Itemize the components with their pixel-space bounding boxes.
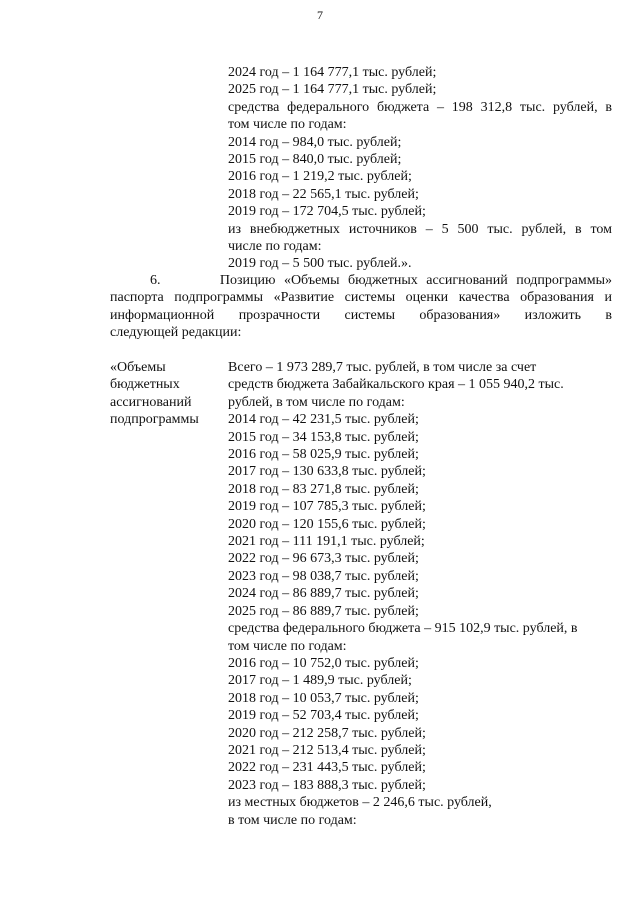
item-6-paragraph	[110, 272, 612, 342]
text-line: средства федерального бюджета – 198 312,8 тыс. рублей, в	[228, 99, 612, 115]
funding-volumes-block	[228, 359, 612, 829]
text-line: 2020 год – 212 258,7 тыс. рублей;	[228, 725, 426, 741]
text-line: из местных бюджетов – 2 246,6 тыс. рублей,	[228, 795, 492, 811]
text-line: в том числе по годам:	[228, 812, 357, 828]
text-line: 2024 год – 1 164 777,1 тыс. рублей;	[228, 65, 437, 80]
paragraph-line: паспорта подпрограммы «Развитие системы оценки качества образования и	[110, 290, 612, 306]
text-line: 2019 год – 172 704,5 тыс. рублей;	[228, 204, 426, 220]
text-line: 2023 год – 98 038,7 тыс. рублей;	[228, 568, 419, 584]
text-line: 2019 год – 5 500 тыс. рублей.».	[228, 256, 412, 272]
text-line: 2024 год – 86 889,7 тыс. рублей;	[228, 586, 419, 602]
text-line: 2019 год – 107 785,3 тыс. рублей;	[228, 499, 426, 515]
label-line: бюджетных	[110, 377, 180, 393]
text-line: 2025 год – 86 889,7 тыс. рублей;	[228, 603, 419, 619]
paragraph-line: следующей редакции:	[110, 325, 242, 341]
text-line: 2022 год – 231 443,5 тыс. рублей;	[228, 760, 426, 776]
text-line: том числе по годам:	[228, 117, 347, 133]
text-line: 2016 год – 1 219,2 тыс. рублей;	[228, 169, 412, 185]
text-line: 2021 год – 212 513,4 тыс. рублей;	[228, 742, 426, 758]
text-line: 2017 год – 130 633,8 тыс. рублей;	[228, 464, 426, 480]
label-line: ассигнований	[110, 394, 192, 410]
text-line: 2014 год – 984,0 тыс. рублей;	[228, 134, 402, 150]
text-line: 2018 год – 22 565,1 тыс. рублей;	[228, 186, 419, 202]
paragraph-line: информационной прозрачности системы образования» изложить в	[110, 307, 612, 323]
text-line: 2020 год – 120 155,6 тыс. рублей;	[228, 516, 426, 532]
text-line: средств бюджета Забайкальского края – 1 055 940,2 тыс.	[228, 377, 564, 393]
position-label	[110, 359, 222, 429]
funding-continuation-block	[228, 64, 612, 273]
text-line: средства федерального бюджета – 915 102,9 тыс. рублей, в	[228, 621, 578, 637]
text-line: 2016 год – 58 025,9 тыс. рублей;	[228, 447, 419, 463]
text-line: том числе по годам:	[228, 638, 347, 654]
text-line: 2023 год – 183 888,3 тыс. рублей;	[228, 777, 426, 793]
text-line: 2016 год – 10 752,0 тыс. рублей;	[228, 655, 419, 671]
text-line: Всего – 1 973 289,7 тыс. рублей, в том числе за счет	[228, 360, 537, 375]
text-line: числе по годам:	[228, 239, 322, 255]
paragraph-line: 6. Позицию «Объемы бюджетных ассигнований подпрограммы»	[150, 273, 612, 288]
text-line: 2019 год – 52 703,4 тыс. рублей;	[228, 708, 419, 724]
text-line: 2014 год – 42 231,5 тыс. рублей;	[228, 412, 419, 428]
text-line: 2017 год – 1 489,9 тыс. рублей;	[228, 673, 412, 689]
text-line: 2015 год – 34 153,8 тыс. рублей;	[228, 429, 419, 445]
text-line: 2018 год – 10 053,7 тыс. рублей;	[228, 690, 419, 706]
text-line: 2021 год – 111 191,1 тыс. рублей;	[228, 534, 425, 550]
text-line: 2015 год – 840,0 тыс. рублей;	[228, 152, 402, 168]
text-line: 2025 год – 1 164 777,1 тыс. рублей;	[228, 82, 437, 98]
text-line: из внебюджетных источников – 5 500 тыс. рублей, в том	[228, 221, 612, 237]
text-line: рублей, в том числе по годам:	[228, 394, 405, 410]
label-line: «Объемы	[110, 360, 166, 375]
text-line: 2018 год – 83 271,8 тыс. рублей;	[228, 481, 419, 497]
text-line: 2022 год – 96 673,3 тыс. рублей;	[228, 551, 419, 567]
label-line: подпрограммы	[110, 412, 199, 428]
page-number: 7	[317, 8, 323, 22]
